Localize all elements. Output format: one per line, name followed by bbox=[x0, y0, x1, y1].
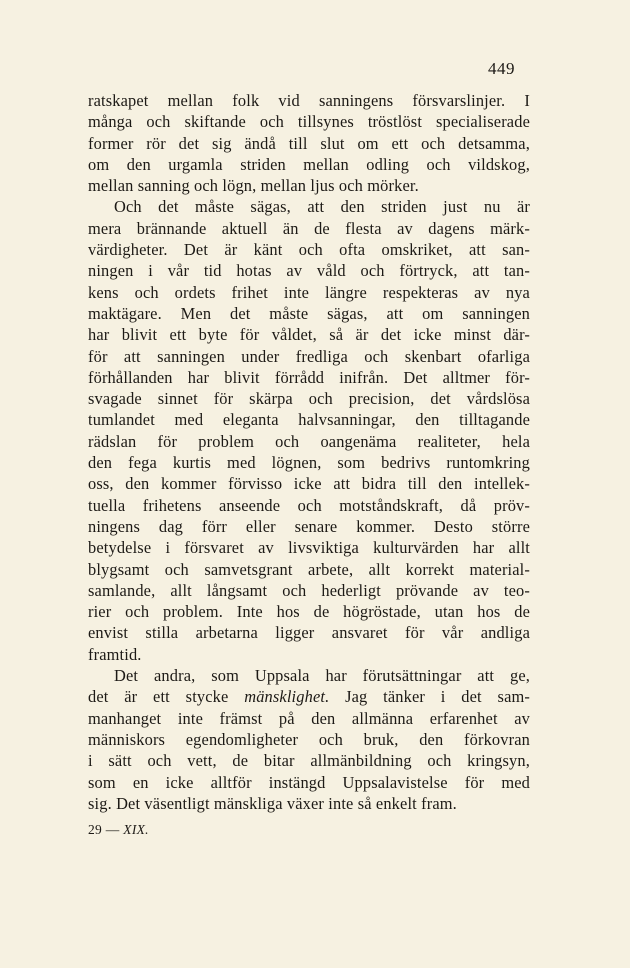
text-line: som en icke alltför instängd Uppsalavistelse för med bbox=[88, 772, 530, 792]
page-number: 449 bbox=[488, 59, 515, 78]
text-line: har blivit ett byte för våldet, så är det icke minst där- bbox=[88, 325, 530, 345]
text-line: rädslan för problem och oangenäma realiteter, hela bbox=[88, 431, 530, 451]
text-line: sig. Det väsentligt mänskliga växer inte så enkelt fram. bbox=[88, 793, 457, 813]
text-line: mera brännande aktuell än de flesta av dagens märk- bbox=[88, 218, 530, 238]
text-line: tumlandet med eleganta halvsanningar, den tilltagande bbox=[88, 410, 530, 430]
text-line: oss, den kommer förvisso icke att bidra till den intellek- bbox=[88, 474, 530, 494]
text-line: många och skiftande och tillsynes tröstlöst specialiserade bbox=[88, 112, 530, 132]
text-line: värdigheter. Det är känt och ofta omskriket, att san- bbox=[88, 240, 530, 260]
text-line: former rör det sig ändå till slut om ett och detsamma, bbox=[88, 133, 530, 153]
volume-number: XIX. bbox=[123, 822, 149, 837]
text-line: tuella frihetens anseende och motståndskraft, då pröv- bbox=[88, 495, 530, 515]
text-line: mellan sanning och lögn, mellan ljus och mörker. bbox=[88, 176, 419, 196]
text-line: Och det måste sägas, att den striden just nu är bbox=[114, 197, 530, 217]
text-line: manhanget inte främst på den allmänna erfarenhet av bbox=[88, 708, 530, 728]
text-line: om den urgamla striden mellan odling och vildskog, bbox=[88, 154, 530, 174]
text-line: kens och ordets frihet inte längre respekteras av nya bbox=[88, 282, 530, 302]
body-text bbox=[88, 90, 530, 814]
text-line: ningen i vår tid hotas av våld och förtryck, att tan- bbox=[88, 261, 530, 281]
text-line: blygsamt och samvetsgrant arbete, allt korrekt material- bbox=[88, 559, 530, 579]
paragraph bbox=[88, 90, 530, 196]
paragraph bbox=[88, 196, 530, 665]
text-line: ningens dag förr eller senare kommer. Desto större bbox=[88, 516, 530, 536]
text-line: människors egendomligheter och bruk, den förkovran bbox=[88, 729, 530, 749]
text-line: betydelse i försvaret av livsviktiga kulturvärden har allt bbox=[88, 538, 530, 558]
text-line: rier och problem. Inte hos de högröstade, utan hos de bbox=[88, 602, 530, 622]
signature-dash: — bbox=[105, 822, 120, 837]
text-line: ratskapet mellan folk vid sanningens försvarslinjer. I bbox=[88, 91, 530, 110]
text-line: för att sanningen under fredliga och skenbart ofarliga bbox=[88, 346, 530, 366]
text-line: det är ett stycke mänsklighet. Jag tänker i det sam- bbox=[88, 687, 530, 707]
text-line: framtid. bbox=[88, 644, 142, 664]
text-line: förhållanden har blivit förrådd inifrån. Det alltmer för- bbox=[88, 367, 530, 387]
sheet-number: 29 bbox=[88, 822, 103, 837]
text-line: i sätt och vett, de bitar allmänbildning och kringsyn, bbox=[88, 751, 530, 771]
text-line: maktägare. Men det måste sägas, att om sanningen bbox=[88, 303, 530, 323]
text-line: Det andra, som Uppsala har förutsättningar att ge, bbox=[114, 666, 530, 686]
printer-signature bbox=[88, 822, 149, 838]
text-line: samlande, allt långsamt och hederligt prövande av teo- bbox=[88, 580, 530, 600]
text-line: den fega kurtis med lögnen, som bedrivs runtomkring bbox=[88, 453, 530, 473]
text-line: svagade sinnet för skärpa och precision, det vårdslösa bbox=[88, 389, 530, 409]
paragraph bbox=[88, 665, 530, 814]
text-line: envist stilla arbetarna ligger ansvaret för vår andliga bbox=[88, 623, 530, 643]
